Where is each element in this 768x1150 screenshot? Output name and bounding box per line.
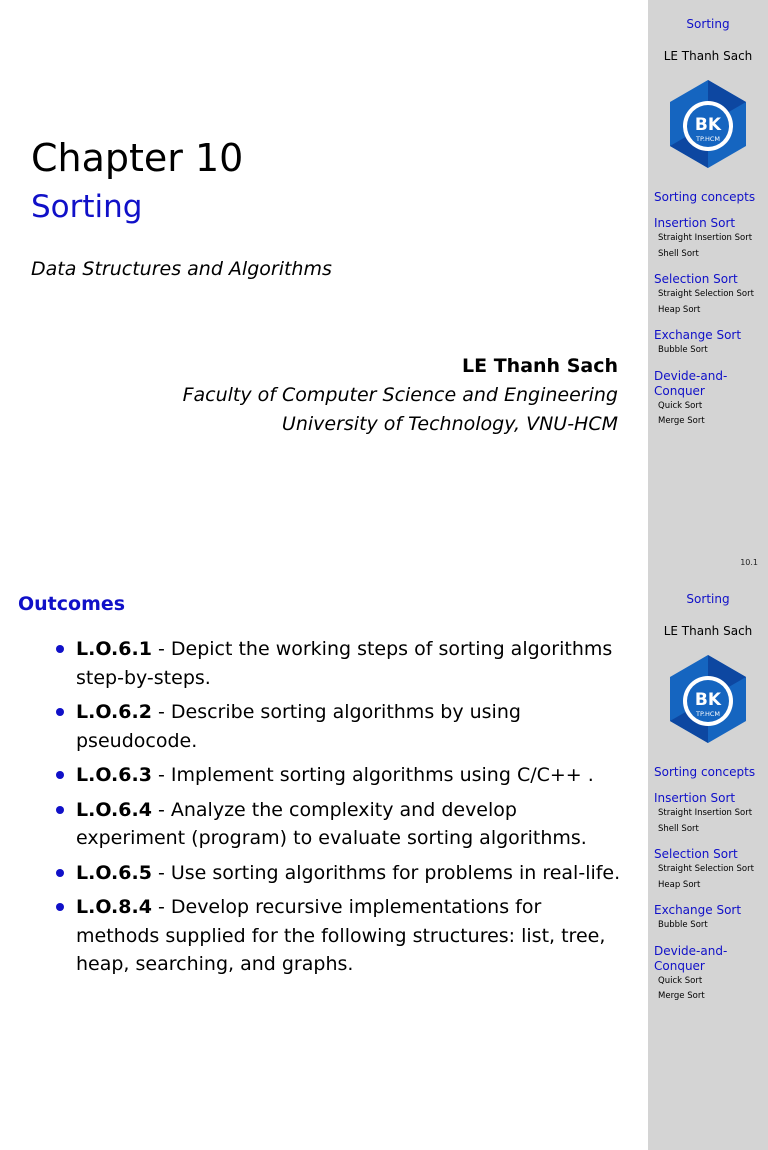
toc-bubble-sort[interactable]: Bubble Sort bbox=[658, 920, 708, 930]
logo-subtext: TP.HCM bbox=[696, 710, 720, 718]
outcome-text: - Use sorting algorithms for problems in real-life. bbox=[151, 861, 621, 884]
course-name: Data Structures and Algorithms bbox=[31, 258, 332, 280]
list-item bbox=[56, 796, 626, 853]
outcome-code: L.O.6.2 bbox=[76, 701, 152, 723]
list-item bbox=[56, 698, 626, 755]
list-item bbox=[56, 635, 626, 692]
bullet-icon bbox=[56, 645, 64, 653]
outcome-code: L.O.6.3 bbox=[76, 764, 152, 786]
toc-quick-sort[interactable]: Quick Sort bbox=[658, 400, 703, 411]
sidebar-title-link[interactable]: Sorting bbox=[686, 592, 730, 606]
toc-exchange-sort[interactable]: Exchange Sort bbox=[654, 328, 742, 342]
outcome-text: - Depict the working steps of sorting algorithms step-by-steps. bbox=[76, 638, 613, 689]
sidebar-author: LE Thanh Sach bbox=[663, 49, 753, 63]
toc-straight-insertion-sort[interactable]: Straight Insertion Sort bbox=[658, 808, 753, 818]
toc-merge-sort[interactable]: Merge Sort bbox=[658, 991, 705, 1001]
university-name: University of Technology, VNU-HCM bbox=[281, 413, 618, 435]
toc-devide-and-conquer[interactable]: Devide-and-Conquer bbox=[654, 943, 728, 973]
author-name: LE Thanh Sach bbox=[462, 355, 618, 377]
toc-shell-sort[interactable]: Shell Sort bbox=[658, 823, 699, 834]
list-item bbox=[56, 761, 626, 790]
sidebar-title-link[interactable]: Sorting bbox=[686, 17, 730, 31]
bullet-icon bbox=[56, 771, 64, 779]
outcome-code: L.O.6.1 bbox=[76, 638, 152, 660]
toc-selection-sort[interactable]: Selection Sort bbox=[654, 272, 738, 286]
list-item bbox=[56, 859, 626, 888]
slide-outcomes bbox=[0, 575, 768, 1150]
toc-insertion-sort[interactable]: Insertion Sort bbox=[654, 791, 736, 805]
bullet-icon bbox=[56, 806, 64, 814]
toc-sorting-concepts[interactable]: Sorting concepts bbox=[654, 765, 756, 779]
outcome-code: L.O.6.5 bbox=[76, 861, 152, 884]
bullet-icon bbox=[56, 708, 64, 716]
outcome-text: - Implement sorting algorithms using C/C++ . bbox=[151, 764, 594, 786]
toc-heap-sort[interactable]: Heap Sort bbox=[658, 879, 701, 890]
outcome-text: - Develop recursive implementations for methods supplied for the following structures: list, tree, heap, searching, and graphs. bbox=[76, 896, 606, 975]
toc-devide-and-conquer[interactable]: Devide-and-Conquer bbox=[654, 368, 728, 398]
presentation-subtitle: Sorting bbox=[31, 189, 143, 225]
university-logo bbox=[662, 78, 754, 170]
sidebar-author: LE Thanh Sach bbox=[663, 624, 753, 638]
chapter-heading: Chapter 10 bbox=[31, 136, 244, 180]
toc-bubble-sort[interactable]: Bubble Sort bbox=[658, 345, 708, 355]
frame-title: Outcomes bbox=[18, 593, 126, 615]
faculty-name: Faculty of Computer Science and Engineering bbox=[182, 384, 618, 406]
sidebar bbox=[648, 0, 768, 575]
logo-subtext: TP.HCM bbox=[696, 135, 720, 143]
toc-sorting-concepts[interactable]: Sorting concepts bbox=[654, 190, 756, 204]
bullet-icon bbox=[56, 903, 64, 911]
outcome-code: L.O.8.4 bbox=[76, 896, 152, 918]
university-logo bbox=[662, 653, 754, 745]
toc-insertion-sort[interactable]: Insertion Sort bbox=[654, 216, 736, 230]
outcome-text: - Analyze the complexity and develop experiment (program) to evaluate sorting algorithms. bbox=[76, 798, 587, 849]
outcome-text: - Describe sorting algorithms by using pseudocode. bbox=[76, 701, 521, 752]
logo-text: BK bbox=[694, 690, 722, 710]
sidebar-toc bbox=[654, 190, 766, 430]
outcomes-list bbox=[56, 635, 626, 985]
toc-shell-sort[interactable]: Shell Sort bbox=[658, 248, 699, 259]
sidebar-toc bbox=[654, 765, 766, 1005]
sidebar bbox=[648, 575, 768, 1150]
toc-selection-sort[interactable]: Selection Sort bbox=[654, 847, 738, 861]
toc-exchange-sort[interactable]: Exchange Sort bbox=[654, 903, 742, 917]
outcome-code: L.O.6.4 bbox=[76, 798, 152, 821]
bullet-icon bbox=[56, 869, 64, 877]
toc-merge-sort[interactable]: Merge Sort bbox=[658, 416, 705, 426]
logo-text: BK bbox=[694, 115, 722, 135]
toc-heap-sort[interactable]: Heap Sort bbox=[658, 304, 701, 315]
page-number: 10.1 bbox=[740, 558, 758, 567]
toc-straight-selection-sort[interactable]: Straight Selection Sort bbox=[658, 289, 754, 299]
toc-quick-sort[interactable]: Quick Sort bbox=[658, 975, 703, 986]
toc-straight-insertion-sort[interactable]: Straight Insertion Sort bbox=[658, 233, 753, 243]
list-item bbox=[56, 893, 626, 979]
toc-straight-selection-sort[interactable]: Straight Selection Sort bbox=[658, 864, 754, 874]
